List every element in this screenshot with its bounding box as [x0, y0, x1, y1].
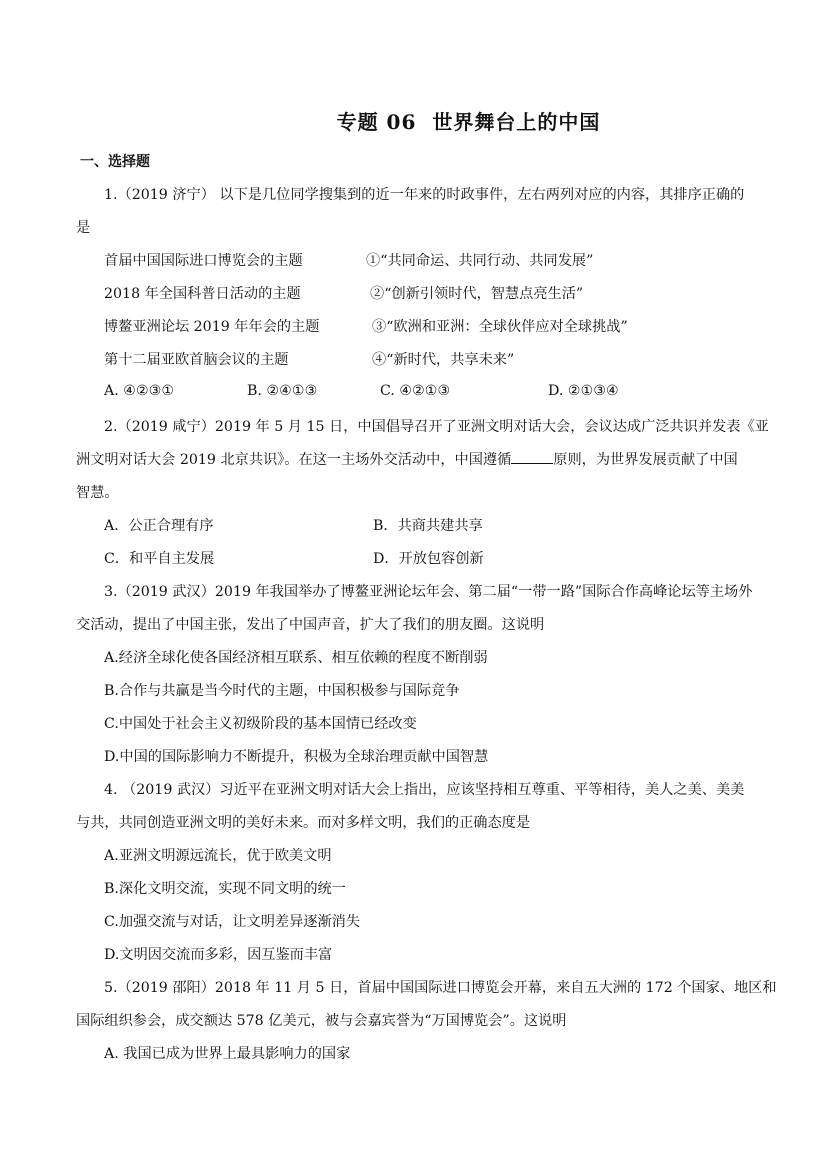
q2-option-b: B．共商共建共享	[373, 518, 483, 534]
q1-option-d: D. ②①③④	[548, 383, 619, 399]
q1-pair-right: ③“欧洲和亚洲：全球伙伴应对全球挑战”	[372, 319, 628, 335]
q1-pair-right: ④“新时代，共享未来”	[372, 352, 515, 368]
q1-option-c: C. ④②①③	[380, 383, 451, 399]
q4-stem-line-2: 与共，共同创造亚洲文明的美好未来。而对多样文明，我们的正确态度是	[76, 815, 531, 831]
q1-pair-right: ①“共同命运、共同行动、共同发展”	[366, 253, 594, 269]
q4-option-d: D.文明因交流而多彩，因互鉴而丰富	[104, 947, 333, 963]
topic-title: 世界舞台上的中国	[432, 110, 601, 134]
q1-option-b: B. ②④①③	[247, 383, 318, 399]
q4-stem-line-1: 4. （2019 武汉）习近平在亚洲文明对话大会上指出，应该坚持相互尊重、平等相待，美人之美、美美	[104, 782, 745, 798]
q3-option-c: C.中国处于社会主义初级阶段的基本国情已经改变	[104, 716, 417, 732]
section-heading: 一、选择题	[80, 154, 150, 170]
q1-pair-left: 博鳌亚洲论坛 2019 年年会的主题	[104, 319, 320, 335]
q1-pair-3	[104, 316, 628, 336]
q1-pair-left: 第十二届亚欧首脑会议的主题	[104, 352, 289, 368]
q3-option-d: D.中国的国际影响力不断提升，积极为全球治理贡献中国智慧	[104, 749, 489, 765]
q4-option-c: C.加强交流与对话，让文明差异逐渐消失	[104, 914, 361, 930]
q1-pair-1	[104, 250, 594, 270]
q4-option-a: A.亚洲文明源远流长，优于欧美文明	[104, 848, 332, 864]
q1-pair-2	[104, 283, 584, 303]
q2-stem-line-2	[76, 449, 738, 469]
q1-pair-right: ②“创新引领时代，智慧点亮生活”	[370, 286, 584, 302]
q2-option-d: D．开放包容创新	[373, 551, 484, 567]
q4-option-b: B.深化文明交流，实现不同文明的统一	[104, 881, 346, 897]
q1-stem-line-1: 1.（2019 济宁） 以下是几位同学搜集到的近一年来的时政事件，左右两列对应的内容，其排序正确的	[104, 187, 745, 203]
q1-pair-4	[104, 349, 515, 369]
topic-number: 专题 06	[336, 110, 417, 134]
q1-option-a: A. ④②③①	[104, 383, 175, 399]
q5-option-a: A. 我国已成为世界上最具影响力的国家	[104, 1046, 351, 1062]
q3-option-a: A.经济全球化使各国经济相互联系、相互依赖的程度不断削弱	[104, 650, 488, 666]
q2-stem-line-3: 智慧。	[76, 485, 119, 501]
q2-stem-part-b: 原则，为世界发展贡献了中国	[553, 452, 738, 468]
q2-option-c: C．和平自主发展	[104, 551, 215, 567]
q3-option-b: B.合作与共赢是当今时代的主题，中国积极参与国际竞争	[104, 683, 460, 699]
q3-stem-line-2: 交活动，提出了中国主张，发出了中国声音，扩大了我们的朋友圈。这说明	[76, 617, 545, 633]
q5-stem-line-1: 5.（2019 邵阳）2018 年 11 月 5 日，首届中国国际进口博览会开幕，来自五大洲的 172 个国家、地区和	[104, 980, 777, 996]
q1-pair-left: 首届中国国际进口博览会的主题	[104, 253, 303, 269]
q1-pair-left: 2018 年全国科普日活动的主题	[104, 286, 301, 302]
answer-blank	[511, 451, 553, 464]
q2-stem-part-a: 洲文明对话大会 2019 北京共识》。在这一主场外交活动中，中国遵循	[76, 452, 512, 468]
q1-stem-line-2: 是	[76, 220, 91, 236]
q3-stem-line-1: 3.（2019 武汉）2019 年我国举办了博鳌亚洲论坛年会、第二届“一带一路”国际合作高峰论坛等主场外	[104, 584, 753, 600]
page-title	[0, 106, 827, 135]
q2-stem-line-1: 2.（2019 咸宁）2019 年 5 月 15 日，中国倡导召开了亚洲文明对话大会，会议达成广泛共识并发表《亚	[104, 419, 769, 435]
q5-stem-line-2: 国际组织参会，成交额达 578 亿美元，被与会嘉宾誉为“万国博览会”。这说明	[76, 1013, 567, 1029]
q2-option-a: A．公正合理有序	[104, 518, 214, 534]
